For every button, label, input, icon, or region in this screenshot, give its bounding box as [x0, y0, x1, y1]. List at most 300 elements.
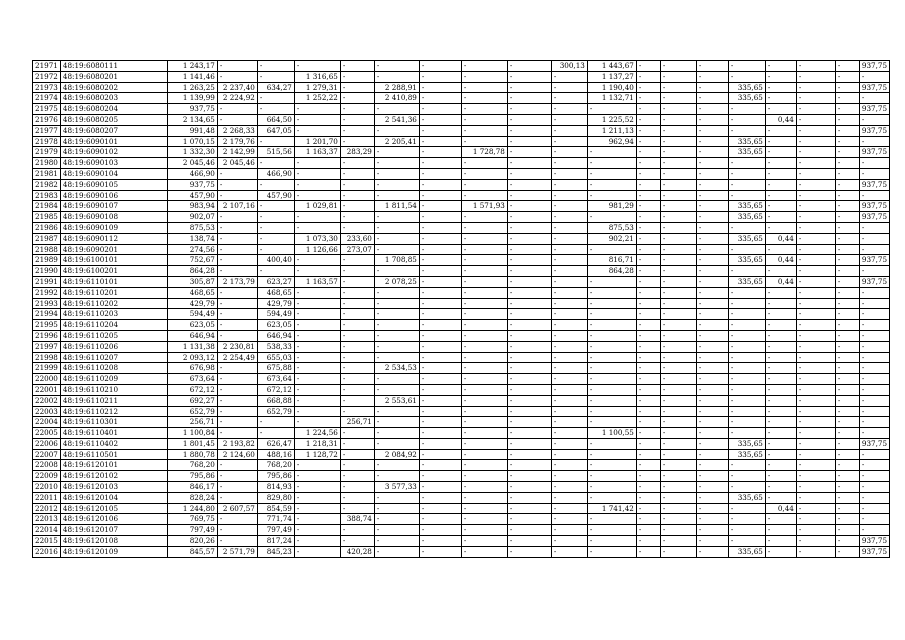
value-cell: -: [728, 287, 765, 298]
value-cell: -: [374, 406, 419, 417]
cadastral-number-cell: 48:19:6110402: [60, 438, 167, 449]
table-row: [33, 287, 890, 298]
value-cell: -: [835, 395, 859, 406]
value-cell: -: [340, 212, 374, 223]
value-cell: -: [551, 503, 587, 514]
value-cell: -: [340, 492, 374, 503]
row-number-cell: 22009: [33, 471, 61, 482]
value-cell: -: [461, 168, 507, 179]
cadastral-number-cell: 48:19:6110201: [60, 287, 167, 298]
value-cell: -: [859, 492, 889, 503]
value-cell: -: [507, 536, 551, 547]
value-cell: -: [419, 147, 461, 158]
row-number-cell: 21981: [33, 168, 61, 179]
value-cell: -: [660, 114, 696, 125]
value-cell: -: [374, 244, 419, 255]
value-cell: -: [660, 158, 696, 169]
value-cell: -: [636, 395, 660, 406]
value-cell: -: [294, 525, 340, 536]
value-cell: -: [374, 179, 419, 190]
value-cell: -: [507, 255, 551, 266]
value-cell: -: [796, 536, 835, 547]
value-cell: -: [587, 287, 636, 298]
value-cell: 647,05: [257, 125, 294, 136]
value-cell: -: [340, 438, 374, 449]
value-cell: -: [587, 417, 636, 428]
row-number-cell: 21987: [33, 233, 61, 244]
value-cell: -: [217, 104, 257, 115]
value-cell: -: [551, 222, 587, 233]
table-row: [33, 104, 890, 115]
value-cell: -: [765, 125, 796, 136]
value-cell: -: [796, 82, 835, 93]
cadastral-number-cell: 48:19:6090104: [60, 168, 167, 179]
value-cell: -: [728, 395, 765, 406]
value-cell: -: [419, 158, 461, 169]
value-cell: -: [217, 406, 257, 417]
value-cell: -: [507, 395, 551, 406]
value-cell: 2 084,92: [374, 449, 419, 460]
value-cell: 2 107,16: [217, 201, 257, 212]
value-cell: -: [419, 330, 461, 341]
cadastral-number-cell: 48:19:6110207: [60, 352, 167, 363]
value-cell: -: [294, 482, 340, 493]
value-cell: -: [796, 374, 835, 385]
value-cell: -: [551, 546, 587, 557]
value-cell: -: [217, 266, 257, 277]
value-cell: -: [728, 482, 765, 493]
value-cell: -: [507, 406, 551, 417]
row-number-cell: 21984: [33, 201, 61, 212]
value-cell: -: [835, 320, 859, 331]
value-cell: -: [796, 168, 835, 179]
value-cell: -: [859, 406, 889, 417]
value-cell: 668,88: [257, 395, 294, 406]
value-cell: -: [728, 460, 765, 471]
value-cell: -: [551, 266, 587, 277]
value-cell: -: [507, 320, 551, 331]
value-cell: 233,60: [340, 233, 374, 244]
cadastral-number-cell: 48:19:6120108: [60, 536, 167, 547]
value-cell: -: [796, 179, 835, 190]
value-cell: -: [551, 449, 587, 460]
value-cell: -: [507, 114, 551, 125]
value-cell: -: [551, 233, 587, 244]
value-cell: 646,94: [167, 330, 217, 341]
value-cell: -: [374, 320, 419, 331]
value-cell: -: [765, 341, 796, 352]
value-cell: 1 332,30: [167, 147, 217, 158]
value-cell: -: [461, 114, 507, 125]
cadastral-number-cell: 48:19:6090102: [60, 147, 167, 158]
value-cell: 902,07: [167, 212, 217, 223]
value-cell: -: [340, 309, 374, 320]
value-cell: -: [294, 330, 340, 341]
value-cell: -: [374, 438, 419, 449]
value-cell: 1 141,46: [167, 71, 217, 82]
value-cell: -: [507, 460, 551, 471]
value-cell: -: [796, 287, 835, 298]
value-cell: -: [340, 179, 374, 190]
value-cell: -: [587, 190, 636, 201]
value-cell: -: [696, 374, 728, 385]
value-cell: -: [551, 384, 587, 395]
value-cell: -: [796, 244, 835, 255]
value-cell: 623,05: [167, 320, 217, 331]
value-cell: -: [374, 536, 419, 547]
value-cell: 256,71: [340, 417, 374, 428]
value-cell: -: [835, 546, 859, 557]
value-cell: -: [660, 190, 696, 201]
value-cell: -: [636, 471, 660, 482]
value-cell: 457,90: [167, 190, 217, 201]
value-cell: -: [835, 168, 859, 179]
value-cell: -: [507, 438, 551, 449]
value-cell: -: [660, 168, 696, 179]
value-cell: -: [587, 352, 636, 363]
value-cell: -: [696, 330, 728, 341]
value-cell: -: [696, 428, 728, 439]
row-number-cell: 21989: [33, 255, 61, 266]
value-cell: 335,65: [728, 233, 765, 244]
value-cell: -: [859, 158, 889, 169]
value-cell: -: [340, 190, 374, 201]
value-cell: -: [340, 460, 374, 471]
value-cell: -: [636, 363, 660, 374]
row-number-cell: 21998: [33, 352, 61, 363]
value-cell: -: [294, 212, 340, 223]
value-cell: -: [461, 320, 507, 331]
value-cell: -: [551, 179, 587, 190]
value-cell: 937,75: [859, 255, 889, 266]
value-cell: -: [294, 320, 340, 331]
value-cell: -: [636, 93, 660, 104]
row-number-cell: 21974: [33, 93, 61, 104]
value-cell: -: [765, 244, 796, 255]
value-cell: -: [340, 363, 374, 374]
value-cell: -: [636, 492, 660, 503]
value-cell: -: [696, 244, 728, 255]
table-row: [33, 136, 890, 147]
value-cell: 1 741,42: [587, 503, 636, 514]
value-cell: -: [660, 449, 696, 460]
value-cell: -: [217, 287, 257, 298]
value-cell: -: [257, 201, 294, 212]
value-cell: 1 100,84: [167, 428, 217, 439]
value-cell: -: [765, 384, 796, 395]
value-cell: -: [696, 276, 728, 287]
value-cell: -: [835, 190, 859, 201]
row-number-cell: 21972: [33, 71, 61, 82]
value-cell: -: [551, 276, 587, 287]
value-cell: -: [507, 514, 551, 525]
value-cell: -: [507, 363, 551, 374]
value-cell: 2 142,99: [217, 147, 257, 158]
value-cell: -: [419, 352, 461, 363]
value-cell: -: [294, 266, 340, 277]
value-cell: -: [551, 417, 587, 428]
value-cell: -: [294, 536, 340, 547]
value-cell: -: [696, 514, 728, 525]
value-cell: -: [636, 104, 660, 115]
value-cell: -: [796, 546, 835, 557]
value-cell: 468,65: [167, 287, 217, 298]
value-cell: -: [461, 363, 507, 374]
value-cell: -: [419, 114, 461, 125]
value-cell: -: [636, 82, 660, 93]
value-cell: -: [294, 460, 340, 471]
value-cell: -: [587, 514, 636, 525]
cadastral-number-cell: 48:19:6120109: [60, 546, 167, 557]
value-cell: -: [765, 136, 796, 147]
value-cell: -: [796, 114, 835, 125]
value-cell: -: [294, 417, 340, 428]
value-cell: -: [217, 471, 257, 482]
value-cell: -: [340, 82, 374, 93]
value-cell: 2 553,61: [374, 395, 419, 406]
table-row: [33, 546, 890, 557]
value-cell: -: [636, 287, 660, 298]
value-cell: -: [696, 536, 728, 547]
table-row: [33, 201, 890, 212]
row-number-cell: 21982: [33, 179, 61, 190]
value-cell: -: [765, 222, 796, 233]
value-cell: -: [835, 114, 859, 125]
value-cell: -: [374, 514, 419, 525]
value-cell: -: [728, 179, 765, 190]
table-row: [33, 244, 890, 255]
value-cell: -: [636, 482, 660, 493]
value-cell: -: [551, 147, 587, 158]
value-cell: -: [340, 374, 374, 385]
value-cell: 2 134,65: [167, 114, 217, 125]
value-cell: -: [257, 266, 294, 277]
value-cell: -: [636, 276, 660, 287]
value-cell: -: [551, 536, 587, 547]
value-cell: -: [507, 492, 551, 503]
table-row: [33, 114, 890, 125]
value-cell: 2 045,46: [167, 158, 217, 169]
cadastral-number-cell: 48:19:6120103: [60, 482, 167, 493]
value-cell: 646,94: [257, 330, 294, 341]
value-cell: -: [796, 61, 835, 72]
value-cell: 655,03: [257, 352, 294, 363]
row-number-cell: 21978: [33, 136, 61, 147]
value-cell: 983,94: [167, 201, 217, 212]
value-cell: -: [796, 255, 835, 266]
value-cell: 1 244,80: [167, 503, 217, 514]
table-row: [33, 363, 890, 374]
value-cell: -: [587, 536, 636, 547]
value-cell: -: [374, 266, 419, 277]
value-cell: -: [294, 104, 340, 115]
value-cell: -: [660, 536, 696, 547]
value-cell: -: [419, 471, 461, 482]
row-number-cell: 22013: [33, 514, 61, 525]
value-cell: -: [660, 320, 696, 331]
value-cell: -: [294, 395, 340, 406]
value-cell: -: [507, 233, 551, 244]
value-cell: -: [728, 503, 765, 514]
cadastral-number-cell: 48:19:6090105: [60, 179, 167, 190]
value-cell: -: [551, 82, 587, 93]
value-cell: 335,65: [728, 492, 765, 503]
value-cell: -: [257, 104, 294, 115]
value-cell: 2 173,79: [217, 276, 257, 287]
value-cell: -: [419, 309, 461, 320]
value-cell: -: [765, 61, 796, 72]
value-cell: 937,75: [859, 147, 889, 158]
value-cell: -: [217, 179, 257, 190]
value-cell: -: [340, 449, 374, 460]
value-cell: -: [551, 428, 587, 439]
value-cell: -: [461, 341, 507, 352]
value-cell: -: [728, 158, 765, 169]
value-cell: -: [551, 244, 587, 255]
value-cell: -: [696, 395, 728, 406]
row-number-cell: 21991: [33, 276, 61, 287]
value-cell: 937,75: [859, 438, 889, 449]
value-cell: -: [461, 244, 507, 255]
value-cell: 771,74: [257, 514, 294, 525]
value-cell: -: [507, 298, 551, 309]
value-cell: -: [835, 266, 859, 277]
value-cell: -: [419, 449, 461, 460]
value-cell: -: [507, 471, 551, 482]
value-cell: -: [859, 363, 889, 374]
value-cell: -: [636, 190, 660, 201]
value-cell: -: [765, 374, 796, 385]
row-number-cell: 22003: [33, 406, 61, 417]
value-cell: -: [374, 233, 419, 244]
value-cell: -: [461, 536, 507, 547]
value-cell: -: [551, 406, 587, 417]
value-cell: 962,94: [587, 136, 636, 147]
value-cell: -: [217, 222, 257, 233]
value-cell: 429,79: [167, 298, 217, 309]
value-cell: -: [859, 471, 889, 482]
table-row: [33, 471, 890, 482]
table-row: [33, 276, 890, 287]
cadastral-number-cell: 48:19:6080205: [60, 114, 167, 125]
value-cell: 429,79: [257, 298, 294, 309]
value-cell: -: [696, 471, 728, 482]
value-cell: -: [859, 428, 889, 439]
value-cell: -: [419, 492, 461, 503]
value-cell: -: [294, 341, 340, 352]
value-cell: -: [507, 179, 551, 190]
value-cell: -: [419, 363, 461, 374]
value-cell: -: [294, 125, 340, 136]
cadastral-number-cell: 48:19:6090106: [60, 190, 167, 201]
value-cell: -: [765, 158, 796, 169]
value-cell: 1 201,70: [294, 136, 340, 147]
value-cell: -: [636, 125, 660, 136]
value-cell: -: [217, 384, 257, 395]
value-cell: -: [419, 395, 461, 406]
value-cell: -: [217, 525, 257, 536]
value-cell: -: [257, 244, 294, 255]
value-cell: -: [728, 190, 765, 201]
value-cell: -: [696, 492, 728, 503]
value-cell: -: [551, 471, 587, 482]
value-cell: -: [660, 233, 696, 244]
value-cell: 273,07: [340, 244, 374, 255]
value-cell: 2 093,12: [167, 352, 217, 363]
value-cell: -: [796, 438, 835, 449]
value-cell: -: [660, 406, 696, 417]
value-cell: -: [728, 114, 765, 125]
value-cell: -: [765, 395, 796, 406]
value-cell: -: [636, 460, 660, 471]
value-cell: -: [419, 125, 461, 136]
value-cell: -: [835, 471, 859, 482]
value-cell: -: [835, 536, 859, 547]
value-cell: -: [660, 71, 696, 82]
value-cell: -: [340, 61, 374, 72]
row-number-cell: 21985: [33, 212, 61, 223]
value-cell: -: [728, 61, 765, 72]
value-cell: -: [660, 309, 696, 320]
value-cell: -: [796, 190, 835, 201]
table-row: [33, 158, 890, 169]
value-cell: -: [461, 125, 507, 136]
value-cell: -: [507, 417, 551, 428]
value-cell: -: [507, 503, 551, 514]
value-cell: 138,74: [167, 233, 217, 244]
value-cell: -: [636, 330, 660, 341]
value-cell: -: [859, 514, 889, 525]
value-cell: 1 224,56: [294, 428, 340, 439]
value-cell: -: [796, 341, 835, 352]
value-cell: -: [587, 158, 636, 169]
value-cell: -: [636, 428, 660, 439]
value-cell: -: [587, 384, 636, 395]
value-cell: -: [728, 352, 765, 363]
value-cell: -: [587, 492, 636, 503]
value-cell: -: [419, 276, 461, 287]
value-cell: -: [835, 201, 859, 212]
value-cell: -: [696, 363, 728, 374]
value-cell: -: [696, 449, 728, 460]
value-cell: -: [374, 298, 419, 309]
value-cell: 937,75: [859, 61, 889, 72]
value-cell: 1 211,13: [587, 125, 636, 136]
value-cell: -: [461, 222, 507, 233]
value-cell: -: [587, 212, 636, 223]
value-cell: -: [728, 168, 765, 179]
table-row: [33, 525, 890, 536]
value-cell: -: [835, 244, 859, 255]
table-row: [33, 233, 890, 244]
value-cell: -: [728, 471, 765, 482]
value-cell: -: [340, 287, 374, 298]
value-cell: -: [507, 546, 551, 557]
value-cell: 0,44: [765, 276, 796, 287]
value-cell: -: [374, 341, 419, 352]
table-row: [33, 266, 890, 277]
value-cell: -: [419, 374, 461, 385]
value-cell: -: [461, 546, 507, 557]
value-cell: -: [728, 320, 765, 331]
table-row: [33, 93, 890, 104]
value-cell: -: [660, 136, 696, 147]
value-cell: -: [696, 93, 728, 104]
value-cell: 468,65: [257, 287, 294, 298]
value-cell: -: [374, 158, 419, 169]
value-cell: -: [660, 93, 696, 104]
value-cell: -: [551, 438, 587, 449]
